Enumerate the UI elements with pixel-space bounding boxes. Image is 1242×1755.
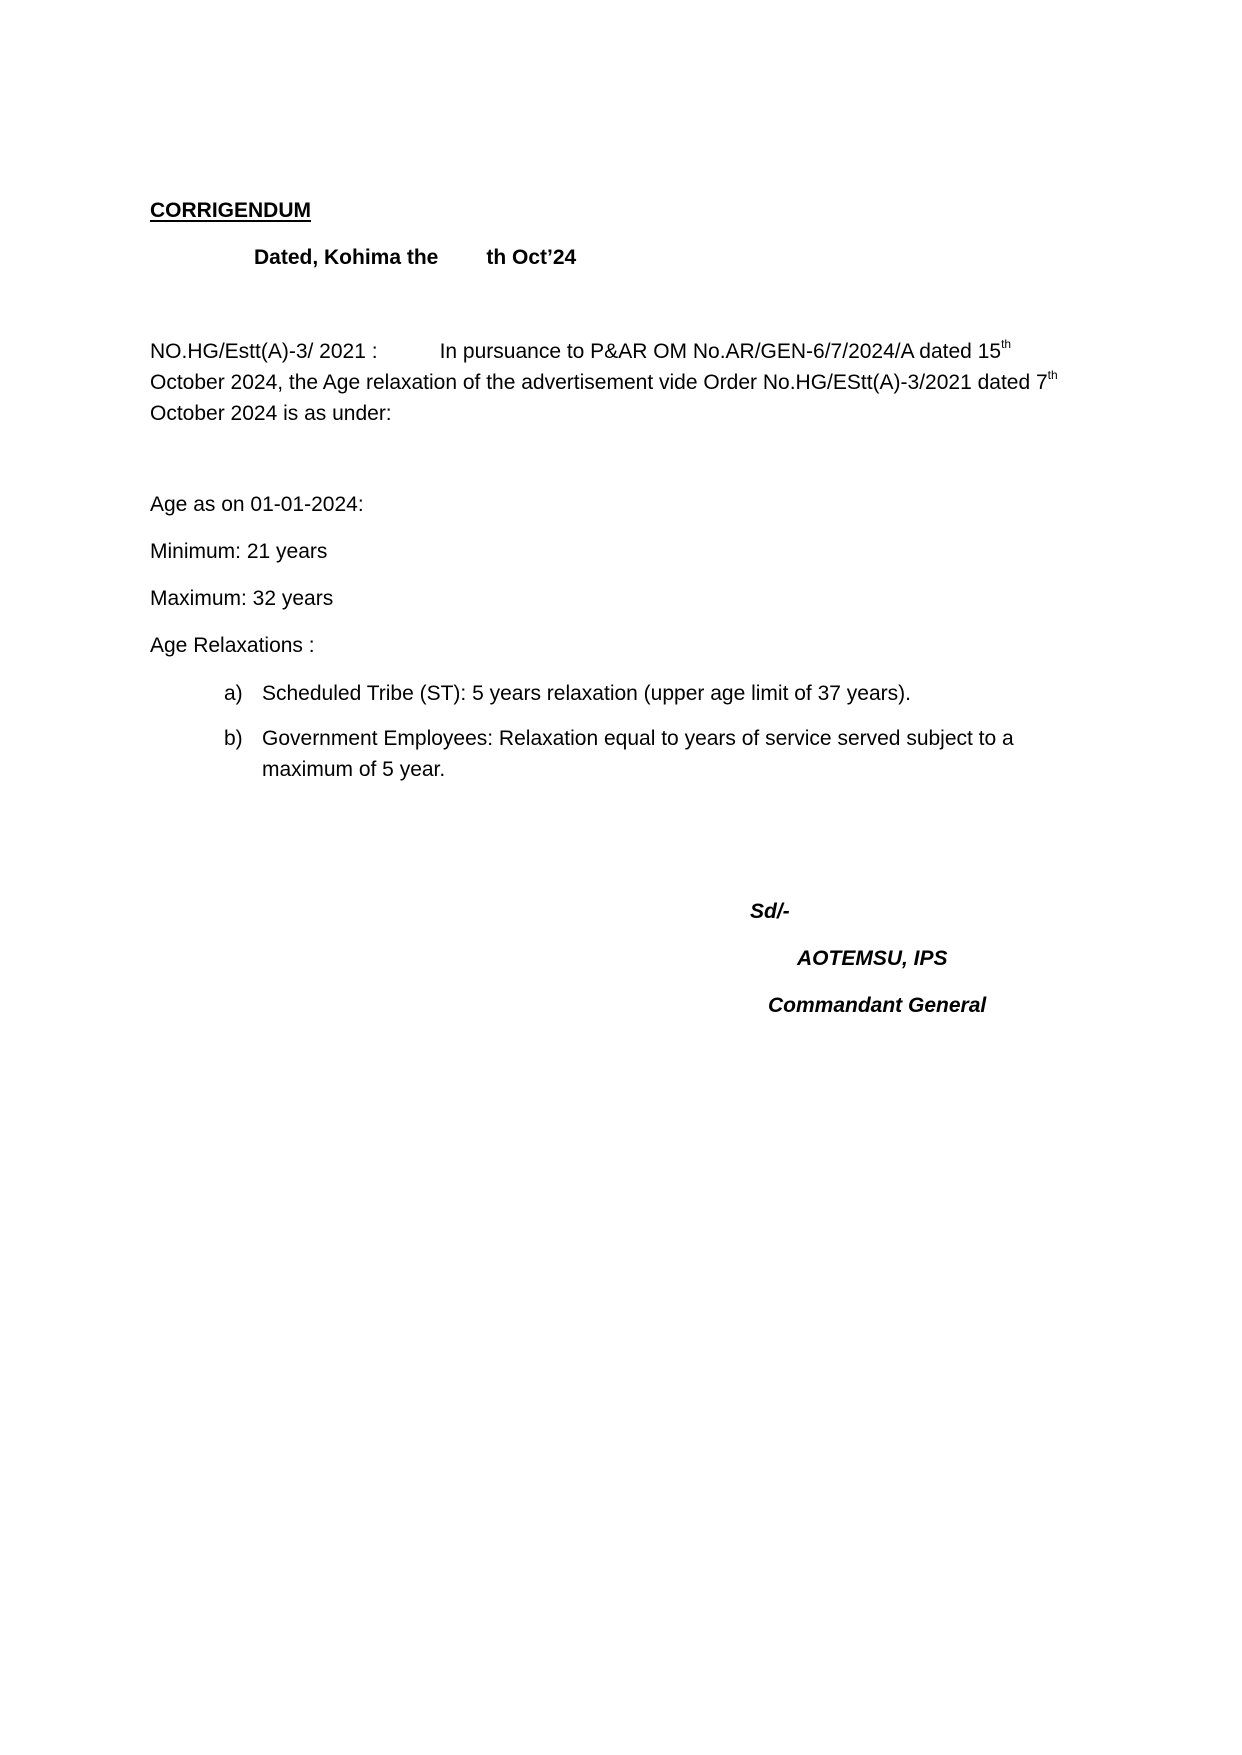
signatory-designation: Commandant General	[768, 994, 987, 1017]
age-minimum: Minimum: 21 years	[150, 540, 328, 563]
dated-prefix: Dated, Kohima the	[254, 246, 439, 269]
list-item	[224, 678, 1084, 709]
relaxations-list	[224, 678, 1084, 799]
reference-paragraph	[150, 336, 1070, 429]
reference-line-1-sup: th	[1001, 337, 1012, 351]
list-marker: a)	[224, 682, 243, 705]
reference-line-3: October 2024 is as under:	[150, 402, 392, 425]
signature-sd: Sd/-	[750, 900, 790, 923]
age-heading: Age as on 01-01-2024:	[150, 493, 364, 516]
list-text: Scheduled Tribe (ST): 5 years relaxation (upper age limit of 37 years).	[262, 682, 911, 705]
list-item	[224, 723, 1084, 785]
reference-line-2	[150, 367, 1070, 398]
dated-suffix: th Oct’24	[486, 246, 577, 269]
reference-line-2-text: October 2024, the Age relaxation of the advertisement vide Order No.HG/EStt(A)-3/2021 dated 7	[150, 371, 1048, 394]
reference-line-1-text: In pursuance to P&AR OM No.AR/GEN-6/7/2024/A dated 15	[439, 340, 1002, 363]
reference-line-2-sup: th	[1047, 368, 1058, 382]
signatory-name: AOTEMSU, IPS	[797, 947, 948, 970]
relaxations-heading: Age Relaxations :	[150, 634, 315, 657]
list-text: Government Employees: Relaxation equal to years of service served subject to a maximum of 5 year.	[262, 727, 1014, 781]
reference-line-1	[150, 336, 1070, 367]
age-maximum: Maximum: 32 years	[150, 587, 334, 610]
list-marker: b)	[224, 727, 243, 750]
dated-line	[254, 243, 576, 273]
document-title: CORRIGENDUM	[150, 199, 311, 222]
reference-number: NO.HG/Estt(A)-3/ 2021 :	[150, 340, 378, 363]
